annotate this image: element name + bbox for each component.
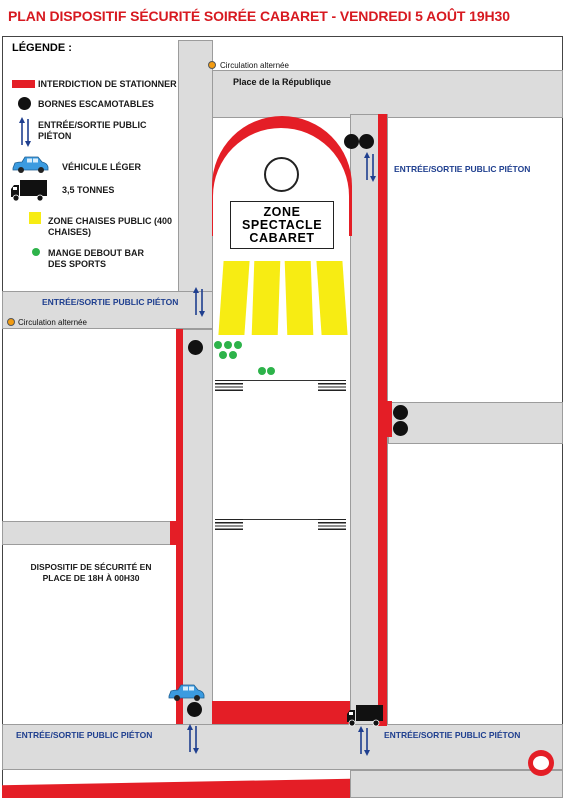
legend-item-label: 3,5 TONNES bbox=[62, 185, 115, 195]
barrier-stripes bbox=[215, 380, 243, 392]
legend-double-arrow-icon bbox=[19, 117, 31, 147]
barrier-line bbox=[243, 380, 318, 381]
double-arrow-icon bbox=[187, 724, 199, 754]
chair-zone-3 bbox=[285, 261, 314, 335]
legend-item-label: ENTRÉE/SORTIE PUBLIC PIÉTON bbox=[38, 120, 147, 141]
stage-circle bbox=[264, 157, 299, 192]
legend-bollard-swatch bbox=[18, 97, 31, 110]
circulation-marker-icon bbox=[208, 61, 216, 69]
truck-icon bbox=[346, 704, 384, 728]
bollard bbox=[187, 702, 202, 717]
circulation-top-label: Circulation alternée bbox=[220, 61, 289, 70]
legend-item-label: MANGE DEBOUT BAR DES SPORTS bbox=[48, 248, 144, 269]
road-left-vertical bbox=[178, 329, 213, 729]
legend-item-label: BORNES ESCAMOTABLES bbox=[38, 99, 154, 109]
chair-zone-2 bbox=[252, 261, 281, 335]
zone-label-box bbox=[230, 201, 334, 249]
barrier-line bbox=[243, 519, 318, 520]
entry-label-right: ENTRÉE/SORTIE PUBLIC PIÉTON bbox=[394, 164, 531, 174]
double-arrow-icon bbox=[364, 152, 376, 182]
legend-truck-icon bbox=[10, 179, 48, 203]
no-parking-bar bbox=[170, 521, 178, 545]
bollard bbox=[188, 340, 203, 355]
light-vehicle-icon bbox=[166, 683, 206, 703]
road-left-horizontal-2 bbox=[2, 521, 180, 545]
no-parking-bar bbox=[212, 701, 350, 724]
circulation-left-label: Circulation alternée bbox=[18, 318, 87, 327]
standing-bar-dot bbox=[214, 341, 222, 349]
circulation-marker-icon bbox=[7, 318, 15, 326]
legend-green-dot-swatch bbox=[32, 248, 40, 256]
bollard bbox=[344, 134, 359, 149]
barrier-stripes bbox=[318, 519, 346, 531]
standing-bar-dot bbox=[258, 367, 266, 375]
bollard bbox=[393, 421, 408, 436]
entry-label-bottom-right: ENTRÉE/SORTIE PUBLIC PIÉTON bbox=[384, 730, 521, 740]
legend-red-bar-swatch bbox=[12, 80, 35, 88]
zone-label: ZONE SPECTACLE CABARET bbox=[242, 204, 323, 245]
legend-heading: LÉGENDE : bbox=[12, 42, 72, 54]
double-arrow-icon bbox=[193, 287, 205, 317]
legend-car-icon bbox=[10, 155, 50, 175]
legend-item-label: VÉHICULE LÉGER bbox=[62, 162, 142, 172]
entry-label-bottom-left: ENTRÉE/SORTIE PUBLIC PIÉTON bbox=[16, 730, 153, 740]
bollard bbox=[359, 134, 374, 149]
barrier-stripes bbox=[215, 519, 243, 531]
barrier-stripes bbox=[318, 380, 346, 392]
standing-bar-dot bbox=[219, 351, 227, 359]
standing-bar-dot bbox=[234, 341, 242, 349]
logo-icon bbox=[533, 756, 549, 770]
legend-chair-swatch bbox=[29, 212, 41, 224]
bollard bbox=[393, 405, 408, 420]
road-right-horizontal bbox=[388, 402, 563, 444]
double-arrow-icon bbox=[358, 726, 370, 756]
legend-item-label: INTERDICTION DE STATIONNER bbox=[38, 79, 177, 89]
standing-bar-dot bbox=[224, 341, 232, 349]
standing-bar-dot bbox=[229, 351, 237, 359]
no-parking-bar bbox=[384, 401, 392, 437]
legend-item-label: ZONE CHAISES PUBLIC (400 CHAISES) bbox=[48, 216, 173, 237]
entry-label-left: ENTRÉE/SORTIE PUBLIC PIÉTON bbox=[42, 297, 179, 307]
page-title: PLAN DISPOSITIF SÉCURITÉ SOIRÉE CABARET - VENDREDI 5 AOÛT 19H30 bbox=[8, 8, 510, 24]
chair-zone-4 bbox=[316, 261, 347, 335]
security-note: DISPOSITIF DE SÉCURITÉ EN PLACE DE 18H À 00H30 bbox=[30, 562, 152, 583]
chair-zone-1 bbox=[218, 261, 249, 335]
place-name: Place de la République bbox=[233, 77, 332, 87]
standing-bar-dot bbox=[267, 367, 275, 375]
